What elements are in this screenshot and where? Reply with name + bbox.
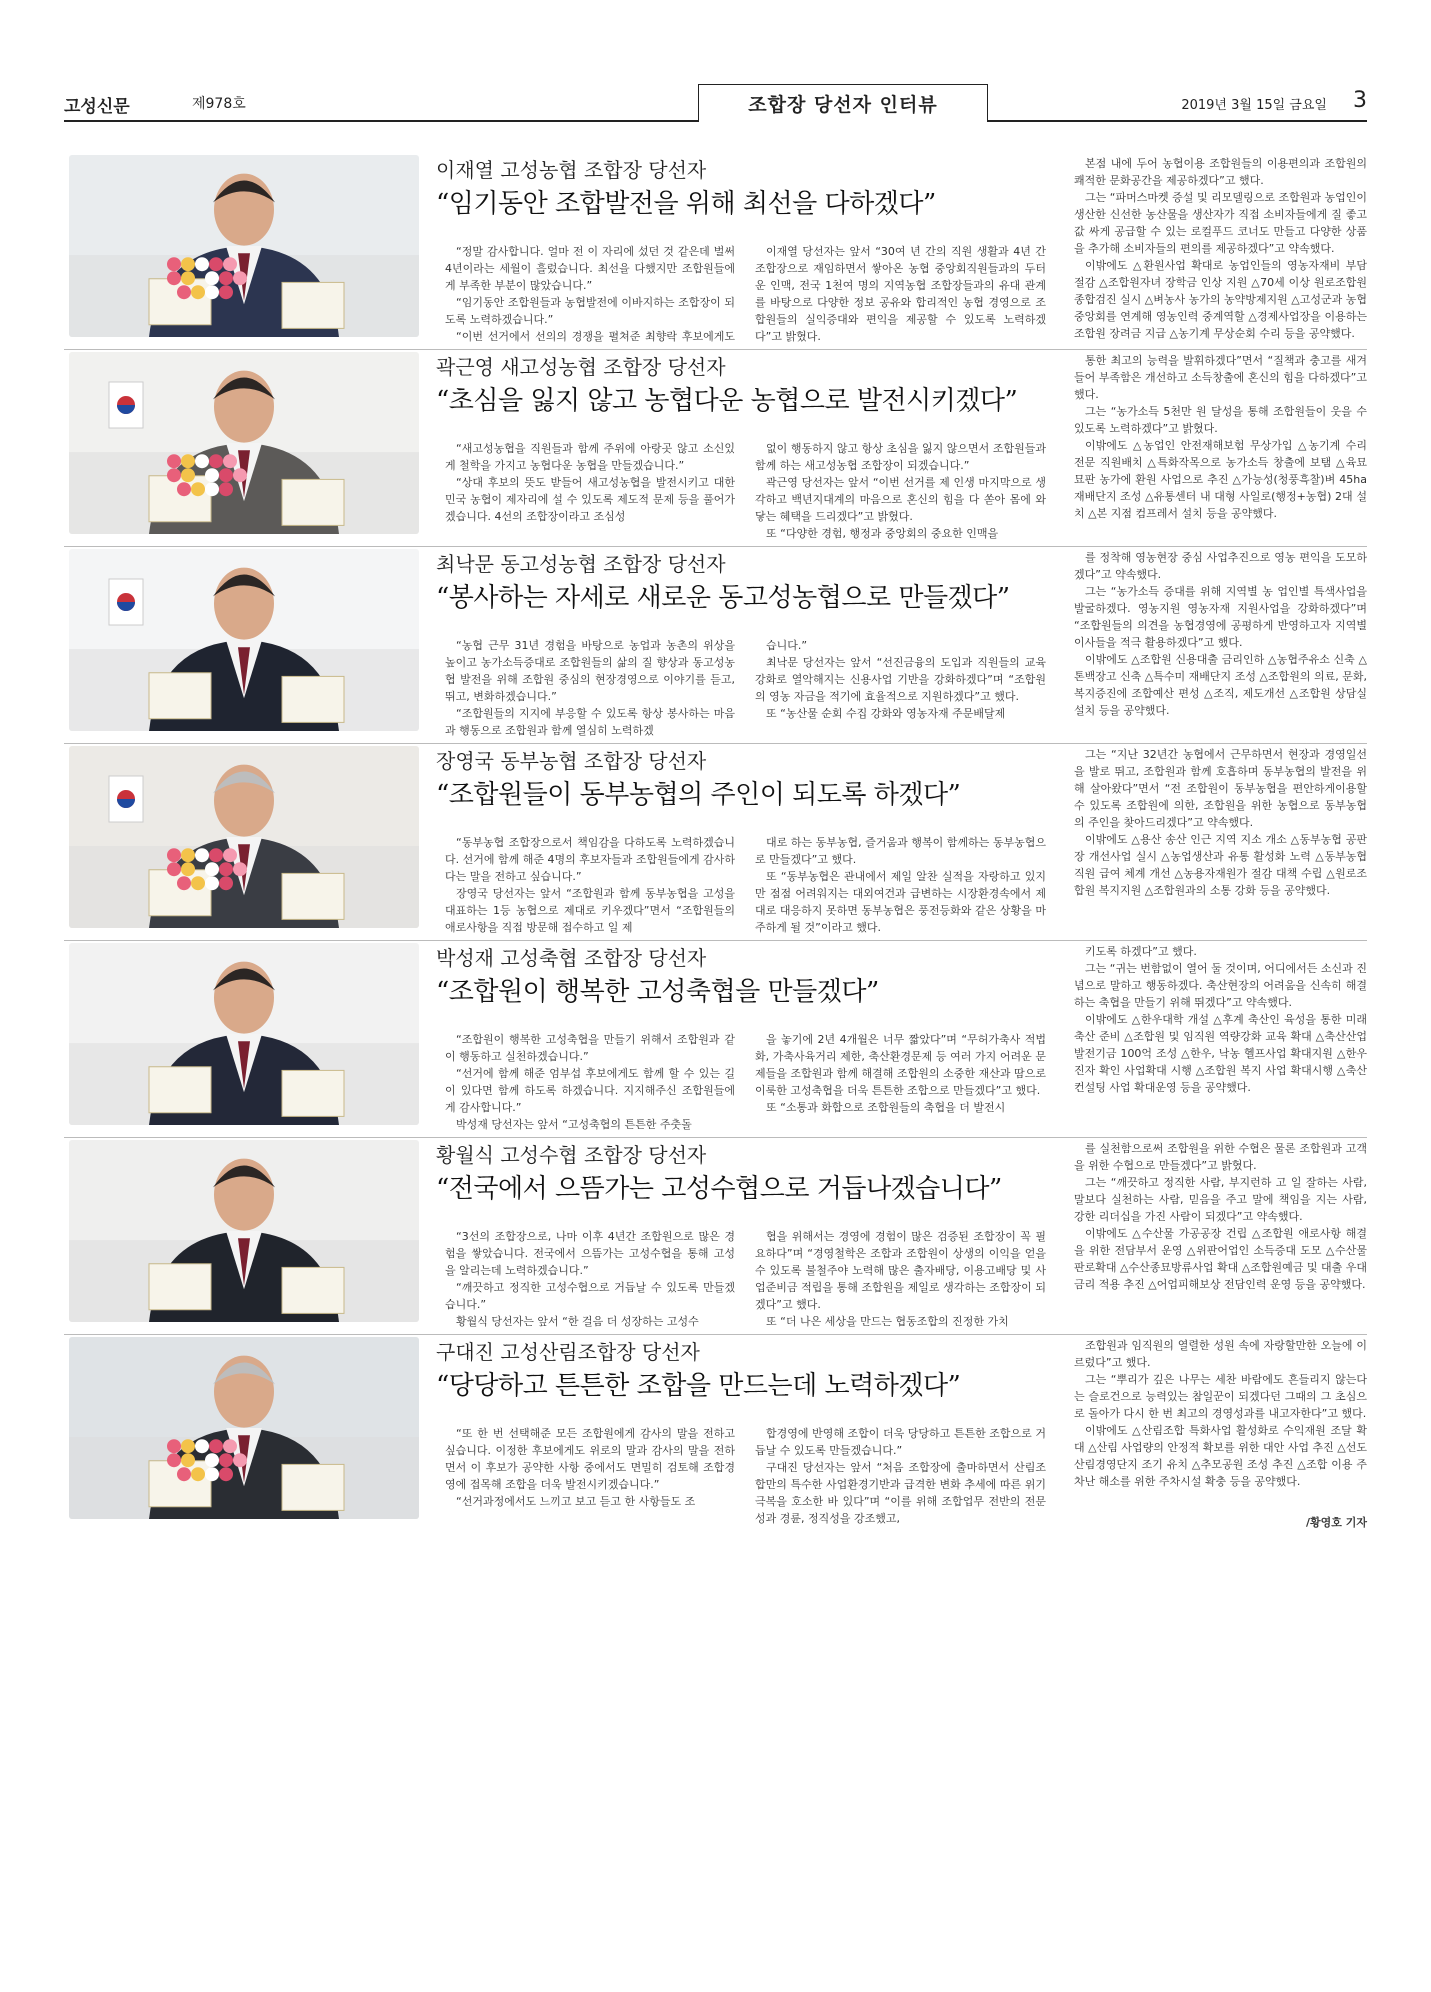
article-column-3 [1074, 1337, 1367, 1515]
issue-date: 2019년 3월 15일 금요일 [1181, 98, 1327, 113]
article-paragraph: 또 “동부농협은 관내에서 제일 알찬 실적을 자랑하고 있지만 점점 어려워지는 대외여건과 급변하는 시장환경속에서 제대로 대응하지 못하면 동부농협은 풍전등화와 같은 상황을 마주하게 될 것”이라고 했다. [755, 870, 1046, 934]
article-kicker: 박성재 고성축협 조합장 당선자 [436, 946, 707, 970]
article-headline: “당당하고 튼튼한 조합을 만드는데 노력하겠다” [436, 1371, 961, 1401]
byline: /황영호 기자 [1306, 1516, 1367, 1529]
article-column-1 [445, 834, 735, 934]
issue-number: 제978호 [192, 96, 246, 112]
article-paragraph: 또 “더 나은 세상을 만드는 협동조합의 진정한 가치 [766, 1315, 1009, 1328]
article-paragraph: 조합원과 임직원의 열렬한 성원 속에 자랑할만한 오늘에 이르렀다”고 했다. [1074, 1339, 1367, 1369]
article-photo [69, 549, 419, 731]
article-paragraph: “임기동안 조합원들과 농협발전에 이바지하는 조합장이 되도록 노력하겠습니다.” [445, 296, 735, 326]
article-headline: “조합원들이 동부농협의 주인이 되도록 하겠다” [436, 780, 961, 810]
article-photo [69, 746, 419, 928]
article-column-3 [1074, 746, 1367, 936]
article-column-3 [1074, 352, 1367, 542]
article-headline: “조합원이 행복한 고성축협을 만들겠다” [436, 977, 879, 1007]
article-photo [69, 1140, 419, 1322]
article-column-2 [755, 1425, 1046, 1525]
portrait-photo [69, 943, 419, 1125]
article-2 [64, 352, 1367, 547]
article-paragraph: 이밖에도 △수산물 가공공장 건립 △조합원 애로사항 해결을 위한 전담부서 운영 △위판어업인 소득증대 도모 △수산물 판로확대 △수산종묘방류사업 확대 △조합원예금 및 대출 우대금리 적용 추진 △어업피해보상 전담인력 운영 등을 공약했다. [1074, 1227, 1367, 1291]
article-paragraph: 최낙문 당선자는 앞서 “선진금융의 도입과 직원들의 교육강화로 열악해지는 신용사업 기반을 강화하겠다”며 “조합원의 영농 자금을 적기에 효율적으로 지원하겠다”고 했다. [755, 656, 1046, 703]
article-kicker: 최낙문 동고성농협 조합장 당선자 [436, 552, 726, 576]
article-paragraph: 구대진 당선자는 앞서 “처음 조합장에 출마하면서 산림조합만의 특수한 사업환경기반과 급격한 변화 추세에 따른 위기극복을 호소한 바 있다”며 “이를 위해 조합업무 전반의 전문성과 경륜, 정직성을 강조했고, [755, 1461, 1046, 1525]
masthead [64, 88, 1367, 122]
article-paragraph: 곽근영 당선자는 앞서 “이번 선거를 제 인생 마지막으로 생각하고 백년지대계의 마음으로 혼신의 힘을 다 쏟아 몸에 와 닿는 혜택을 드리겠다”고 밝혔다. [755, 476, 1046, 523]
article-column-1 [445, 637, 735, 737]
article-paragraph: 그는 “깨끗하고 정직한 사람, 부지런하 고 일 잘하는 사람, 말보다 실천하는 사람, 믿음을 주고 말에 책임을 지는 사람, 강한 리더십을 가진 사람이 되겠다”고 약속했다. [1074, 1176, 1367, 1223]
article-5 [64, 943, 1367, 1138]
article-paragraph: 본점 내에 두어 농협이용 조합원들의 이용편의과 조합원의 쾌적한 문화공간을 제공하겠다”고 했다. [1074, 157, 1367, 187]
article-3 [64, 549, 1367, 744]
article-paragraph: 또 “소통과 화합으로 조합원들의 축협을 더 발전시 [766, 1101, 1006, 1114]
article-paragraph: 키도록 하겠다”고 했다. [1085, 945, 1197, 958]
article-photo [69, 1337, 419, 1519]
article-column-1 [445, 243, 735, 343]
article-headline: “임기동안 조합발전을 위해 최선을 다하겠다” [436, 189, 936, 219]
article-column-1 [445, 440, 735, 540]
article-column-1 [445, 1228, 735, 1328]
portrait-photo [69, 1337, 419, 1519]
article-column-2 [755, 834, 1046, 934]
article-column-2 [755, 440, 1046, 540]
article-paragraph: 이밖에도 △환원사업 확대로 농업인들의 영농자재비 부담 절감 △조합원자녀 장학금 인상 지원 △70세 이상 원로조합원 종합검진 실시 △벼농사 농가의 농약방제지원 △고성군과 농협중앙회를 연계해 영농인력 중계역할 △경제사업장을 이용하는 조합원 장려금 지급 △농기계 무상순회 수리 등을 공약했다. [1074, 259, 1367, 340]
article-7 [64, 1337, 1367, 1537]
article-photo [69, 155, 419, 337]
article-column-2 [755, 637, 1046, 737]
article-paragraph: 이재열 당선자는 앞서 “30여 년 간의 직원 생활과 4년 간 조합장으로 재임하면서 쌓아온 농협 중앙회직원들과의 두터운 인맥, 전국 1천여 명의 지역농협 조합장들과의 유대 관계를 바탕으로 다양한 정보 공유와 합리적인 농협 경영으로 조합원들의 실익증대와 편익을 제공할 수 있도록 노력하겠다”고 밝혔다. [755, 245, 1046, 343]
article-paragraph: 그는 “지난 32년간 농협에서 근무하면서 현장과 경영일선을 발로 뛰고, 조합원과 함께 호흡하며 동부농협의 발전을 위해 살아왔다”면서 “전 조합원이 동부농협을 편안하게이용할 수 있도록 조합원에 의한, 조합원을 위한 농협으로 동부농협의 주인을 찾아드리겠다”고 약속했다. [1074, 748, 1367, 829]
article-column-1 [445, 1425, 735, 1525]
article-paragraph: 를 실천함으로써 조합원을 위한 수협은 물론 조합원과 고객을 위한 수협으로 만들겠다”고 밝혔다. [1074, 1142, 1367, 1172]
article-paragraph: 그는 “뿌리가 깊은 나무는 세찬 바람에도 흔들리지 않는다는 슬로건으로 능력있는 참일꾼이 되겠다던 그때의 그 초심으로 돌아가 다시 한 번 최고의 경영성과를 내고자한다”고 했다. [1074, 1373, 1367, 1420]
article-paragraph: 을 놓기에 2년 4개월은 너무 짧았다”며 “무허가축사 적법화, 가축사육거리 제한, 축산환경문제 등 여러 가지 어려운 문제들을 조합원과 함께 해결해 조합원의 소중한 재산과 땀으로 이룩한 고성축협을 더욱 튼튼한 조합으로 만들겠다”고 했다. [755, 1033, 1046, 1097]
article-column-3 [1074, 549, 1367, 739]
article-paragraph: 통한 최고의 능력을 발휘하겠다”면서 “질책과 충고를 새겨 들어 부족함은 개선하고 소득창출에 혼신의 힘을 다하겠다”고 했다. [1074, 354, 1367, 401]
article-column-3 [1074, 943, 1367, 1133]
article-paragraph: 이밖에도 △산림조합 특화사업 활성화로 수익재원 조달 확대 △산림 사업량의 안정적 확보를 위한 대안 사업 추진 △선도산림경영단지 조기 유치 △추모공원 조성 추진 △조합 이용 주차난 해소를 위한 주차시설 확충 등을 공약했다. [1074, 1424, 1367, 1488]
article-4 [64, 746, 1367, 941]
article-paragraph: “선거과정에서도 느끼고 보고 듣고 한 사항들도 조 [456, 1495, 696, 1508]
article-column-3 [1074, 1140, 1367, 1330]
article-paragraph: 합경영에 반영해 조합이 더욱 당당하고 튼튼한 조합으로 거듭날 수 있도록 만들겠습니다.” [755, 1427, 1046, 1457]
article-paragraph: 또 “다양한 경험, 행정과 중앙회의 중요한 인맥을 [766, 527, 999, 540]
article-column-2 [755, 1031, 1046, 1131]
article-paragraph: 박성재 당선자는 앞서 “고성축협의 튼튼한 주춧돌 [456, 1118, 692, 1131]
article-paragraph: “정말 감사합니다. 얼마 전 이 자리에 섰던 것 같은데 벌써 4년이라는 세월이 흘렀습니다. 최선을 다했지만 조합원들에게 부족한 부분이 많았습니다.” [445, 245, 735, 292]
article-photo [69, 352, 419, 534]
article-paragraph: 그는 “귀는 번함없이 열어 둘 것이며, 어디에서든 소신과 진념으로 말하고 행동하겠다. 축산현장의 어려움을 신속히 해결 하는 축협을 만들기 위해 뛰겠다”고 약속했다. [1074, 962, 1367, 1009]
article-paragraph: “동부농협 조합장으로서 책임감을 다하도록 노력하겠습니다. 선거에 함께 해준 4명의 후보자들과 조합원들에게 감사하다는 말을 전하고 싶습니다.” [445, 836, 735, 883]
article-paragraph: “상대 후보의 뜻도 받들어 새고성농협을 발전시키고 대한민국 농협이 제자리에 설 수 있도록 제도적 문제 등을 풀어가겠습니다. 4선의 조합장이라고 조심성 [445, 476, 735, 523]
article-kicker: 곽근영 새고성농협 조합장 당선자 [436, 355, 726, 379]
article-paragraph: “조합원들의 지지에 부응할 수 있도록 항상 봉사하는 마음과 행동으로 조합원과 함께 열심히 노력하겠 [445, 707, 735, 737]
article-headline: “초심을 잃지 않고 농협다운 농협으로 발전시키겠다” [436, 386, 1018, 416]
portrait-photo [69, 1140, 419, 1322]
article-paragraph: 없이 행동하지 않고 항상 초심을 잃지 않으면서 조합원들과 함께 하는 새고성농협 조합장이 되겠습니다.” [755, 442, 1046, 472]
article-paragraph: 그는 “파머스마켓 증설 및 리모델링으로 조합원과 농업인이 생산한 신선한 농산물을 생산자가 직접 소비자들에게 질 좋고 값 싸게 공급할 수 있는 로컬푸드 코너도 만들고 다양한 상품을 추가해 소비자들의 편의를 제공하겠다”고 약속했다. [1074, 191, 1367, 255]
article-paragraph: “3선의 조합장으로, 나마 이후 4년간 조합원으로 많은 경험을 쌓았습니다. 전국에서 으뜸가는 고성수협을 통해 고성을 알리는데 노력하겠습니다.” [445, 1230, 735, 1277]
article-paragraph: 이밖에도 △농업인 안전재해보험 무상가입 △농기계 수리 전문 직원배치 △특화작목으로 농가소득 창출에 보탬 △육묘 묘판 농가에 환원 사업으로 추진 △가능성(청풍흑찰)벼 45ha 재배단지 조성 △유통센터 내 대형 사일로(행정+농협) 2대 설치 △본 지점 컴프레서 설치 등을 공약했다. [1074, 439, 1367, 520]
article-column-3 [1074, 155, 1367, 345]
article-paragraph: 또 “농산물 순회 수집 강화와 영농자재 주문배달제 [766, 707, 1006, 720]
article-kicker: 구대진 고성산림조합장 당선자 [436, 1340, 700, 1364]
page-number: 3 [1353, 88, 1367, 113]
portrait-photo [69, 155, 419, 337]
article-paragraph: 이밖에도 △조합원 신용대출 금리인하 △농협주유소 신축 △톤백장고 신축 △특수미 재배단지 조성 △조합원의 의료, 문화, 복지증진에 조합예산 편성 △조직, 제도개선 △조합원 상담실 설치 등을 공약했다. [1074, 653, 1367, 717]
section-title: 조합장 당선자 인터뷰 [698, 84, 988, 122]
article-paragraph: “이번 선거에서 선의의 경쟁을 펼쳐준 최향락 후보에게도 [456, 330, 735, 343]
article-paragraph: “깨끗하고 정직한 고성수협으로 거듭날 수 있도록 만들겠습니다.” [445, 1281, 735, 1311]
article-kicker: 이재열 고성농협 조합장 당선자 [436, 158, 707, 182]
article-kicker: 장영국 동부농협 조합장 당선자 [436, 749, 707, 773]
article-6 [64, 1140, 1367, 1335]
portrait-photo [69, 549, 419, 731]
article-paragraph: 협을 위해서는 경영에 경험이 많은 검증된 조합장이 꼭 필요하다”며 “경영철학은 조합과 조합원이 상생의 이익을 얻을 수 있도록 불철주야 노력해 많은 출자배당, 이용고배당 및 사업준비금 적립을 통해 조합원을 제일로 생각하는 조합장이 되겠다”고 했다. [755, 1230, 1046, 1311]
article-paragraph: 이밖에도 △한우대학 개설 △후계 축산인 육성을 통한 미래 축산 준비 △조합원 및 임직원 역량강화 교육 확대 △축산산업발전기금 100억 조성 △한우, 낙농 헬프사업 확대지원 △한우 진자 확인 사업확대 시행 △조합원 복지 사업 확대시행 △축산 컨설팅 사업 확대운영 등을 공약했다. [1074, 1013, 1367, 1094]
article-paragraph: “새고성농협을 직원들과 함께 주위에 아랑곳 않고 소신있게 철학을 가지고 농협다운 농협을 만들겠습니다.” [445, 442, 735, 472]
article-paragraph: “조합원이 행복한 고성축협을 만들기 위해서 조합원과 같이 행동하고 실천하겠습니다.” [445, 1033, 735, 1063]
article-column-1 [445, 1031, 735, 1131]
article-paragraph: 그는 “농가소득 5천만 원 달성을 통해 조합원들이 웃을 수 있도록 노력하겠다”고 밝혔다. [1074, 405, 1367, 435]
article-1 [64, 155, 1367, 350]
article-paragraph: 장영국 당선자는 앞서 “조합원과 함께 동부농협을 고성을 대표하는 1등 농협으로 제대로 키우겠다”면서 “조합원들의 애로사항을 직접 방문해 접수하고 일 제 [445, 887, 735, 934]
article-paragraph: 이밖에도 △용산 송산 인근 지역 지소 개소 △동부농협 공판장 개선사업 실시 △농업생산과 유통 활성화 노력 △동부농협 직원 급여 체계 개선 △농용자재원가 절감 대책 수립 △원로조합원 복지지원 △조합원과의 소통 강화 등을 공약했다. [1074, 833, 1367, 897]
article-paragraph: “농협 근무 31년 경험을 바탕으로 농업과 농촌의 위상을 높이고 농가소득증대로 조합원들의 삶의 질 향상과 동고성농협 발전을 위해 조합원 중심의 현장경영으로 이야기를 듣고, 뛰고, 변화하겠습니다.” [445, 639, 735, 703]
article-paragraph: 황월식 당선자는 앞서 “한 걸음 더 성장하는 고성수 [456, 1315, 699, 1328]
article-paragraph: “또 한 번 선택해준 모든 조합원에게 감사의 말을 전하고 싶습니다. 이정한 후보에게도 위로의 말과 감사의 말을 전하면서 이 후보가 공약한 사항 중에서도 면밀히 검토해 조합경영에 접목해 조합을 더욱 발전시키겠습니다.” [445, 1427, 735, 1491]
article-paragraph: 대로 하는 동부농협, 즐거움과 행복이 함께하는 동부농협으로 만들겠다”고 했다. [755, 836, 1046, 866]
article-headline: “전국에서 으뜸가는 고성수협으로 거듭나겠습니다” [436, 1174, 1002, 1204]
article-column-2 [755, 1228, 1046, 1328]
portrait-photo [69, 746, 419, 928]
article-paragraph: 그는 “농가소득 증대를 위해 지역별 농 업인별 특색사업을 발굴하겠다. 영농지원 영농자재 지원사업을 강화하겠다”며 “조합원들의 의견을 농협경영에 공평하게 반영하고자 지역별 이사들을 적극 활용하겠다”고 했다. [1074, 585, 1367, 649]
article-paragraph: “선거에 함께 해준 엄부섭 후보에게도 함께 할 수 있는 길이 있다면 함께 하도록 하겠습니다. 지지해주신 조합원들에게 감사합니다.” [445, 1067, 735, 1114]
portrait-photo [69, 352, 419, 534]
article-kicker: 황월식 고성수협 조합장 당선자 [436, 1143, 707, 1167]
article-column-2 [755, 243, 1046, 343]
article-photo [69, 943, 419, 1125]
article-paragraph: 를 정착해 영농현장 중심 사업추진으로 영농 편익을 도모하겠다”고 약속했다. [1074, 551, 1367, 581]
paper-name: 고성신문 [64, 97, 130, 117]
article-paragraph: 습니다.” [766, 639, 808, 652]
article-headline: “봉사하는 자세로 새로운 동고성농협으로 만들겠다” [436, 583, 1010, 613]
